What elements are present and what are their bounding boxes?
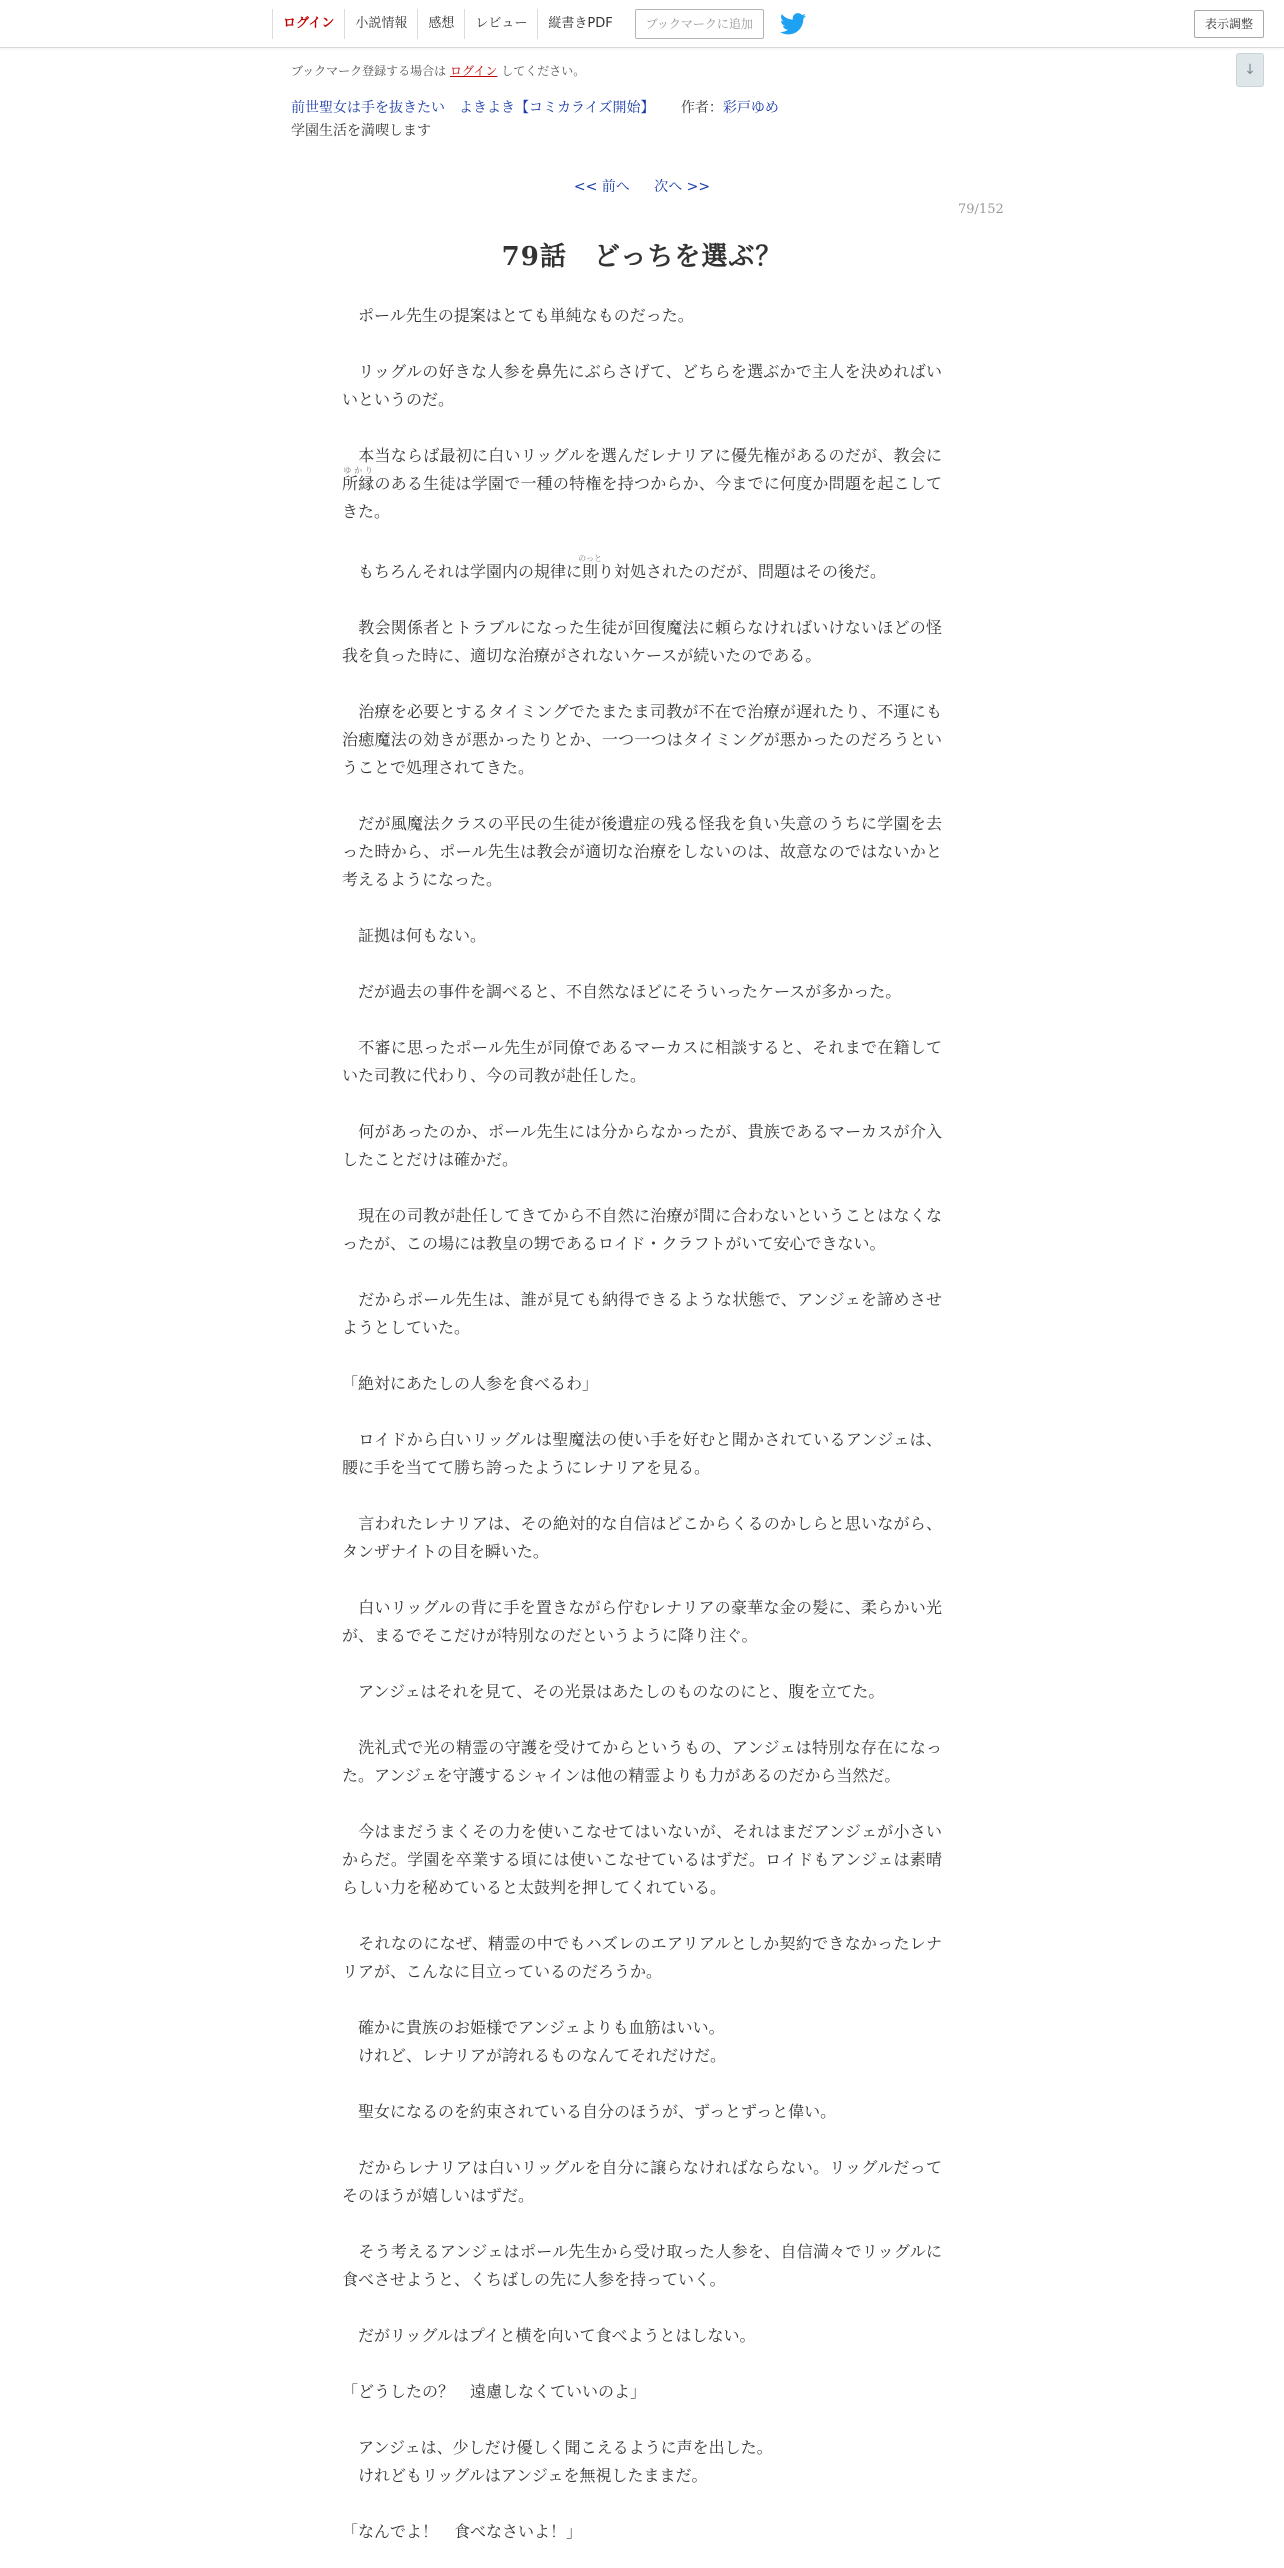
display-settings-button[interactable]: 表示調整 xyxy=(1194,10,1264,38)
add-bookmark-button[interactable]: ブックマークに追加 xyxy=(635,9,764,39)
body-paragraph: 不審に思ったポール先生が同僚であるマーカスに相談すると、それまで在籍していた司教に代わり、今の司教が赴任した。 xyxy=(342,1038,942,1085)
chapter-title: 79話 どっちを選ぶ？ xyxy=(501,242,783,272)
author-label: 作者： xyxy=(680,100,723,116)
author-link[interactable]: 彩戸ゆめ xyxy=(722,100,779,116)
body-paragraph: 今はまだうまくその力を使いこなせてはいないが、それはまだアンジェが小さいからだ。学園を卒業する頃には使いこなせているはずだ。ロイドもアンジェは素晴らしい力を秘めていると太鼓判を押してくれている。 xyxy=(342,1822,942,1897)
body-paragraph: ポール先生の提案はとても単純なものだった。 xyxy=(358,306,694,325)
twitter-bird-icon[interactable] xyxy=(780,13,806,35)
chapter-count: 79/152 xyxy=(958,202,1004,217)
body-paragraph: 白いリッグルの背に手を置きながら佇むレナリアの豪華な金の髪に、柔らかい光が、まるでそこだけが特別なのだというように降り注ぐ。 xyxy=(342,1598,942,1645)
chapter-group-title: 学園生活を満喫します xyxy=(291,123,431,139)
body-dialogue: 「どうしたの？ 遠慮しなくていいのよ」 xyxy=(342,2382,647,2401)
nav-vertical-pdf[interactable]: 縦書きPDF xyxy=(537,9,622,39)
body-paragraph: だからレナリアは白いリッグルを自分に譲らなければならない。リッグルだってそのほうが嬉しいはずだ。 xyxy=(342,2158,942,2205)
scroll-down-button[interactable]: ↓ xyxy=(1236,53,1264,87)
nav-novel-info[interactable]: 小説情報 xyxy=(344,9,417,39)
body-paragraph: だが過去の事件を調べると、不自然なほどにそういったケースが多かった。 xyxy=(358,982,902,1001)
body-paragraph: ロイドから白いリッグルは聖魔法の使い手を好むと聞かされているアンジェは、腰に手を当てて勝ち誇ったようにレナリアを見る。 xyxy=(342,1430,942,1477)
body-paragraph: だからポール先生は、誰が見ても納得できるような状態で、アンジェを諦めさせようとしていた。 xyxy=(342,1290,942,1337)
body-paragraph xyxy=(342,2434,942,2490)
body-paragraph: 本当ならば最初に白いリッグルを選んだレナリアに優先権があるのだが、教会に所縁ゆかりのある生徒は学園で一種の特権を持つからか、今までに何度か問題を起こしてきた。 xyxy=(342,446,942,521)
body-paragraph: 聖女になるのを約束されている自分のほうが、ずっとずっと偉い。 xyxy=(358,2102,837,2121)
body-paragraph: もちろんそれは学園内の規律に則のっとり対処されたのだが、問題はその後だ。 xyxy=(358,554,887,581)
body-paragraph: 言われたレナリアは、その絶対的な自信はどこからくるのかしらと思いながら、タンザナイトの目を瞬いた。 xyxy=(342,1514,942,1561)
body-paragraph: アンジェはそれを見て、その光景はあたしのものなのにと、腹を立てた。 xyxy=(358,1682,885,1701)
body-line: けれど、レナリアが誇れるものなんてそれだけだ。 xyxy=(342,2046,727,2065)
nav-impressions[interactable]: 感想 xyxy=(417,9,464,39)
chapter-pager xyxy=(0,176,1284,196)
notice-login-link[interactable]: ログイン xyxy=(450,64,498,78)
body-line: アンジェは、少しだけ優しく聞こえるように声を出した。 xyxy=(342,2438,773,2457)
top-navigation-bar xyxy=(0,0,1284,48)
body-paragraph: 洗礼式で光の精霊の守護を受けてからというもの、アンジェは特別な存在になった。アンジェを守護するシャインは他の精霊よりも力があるのだから当然だ。 xyxy=(342,1738,942,1785)
body-paragraph: それなのになぜ、精霊の中でもハズレのエアリアルとしか契約できなかったレナリアが、こんなに目立っているのだろうか。 xyxy=(342,1934,942,1981)
body-paragraph xyxy=(342,2014,942,2070)
body-dialogue: 「絶対にあたしの人参を食べるわ」 xyxy=(342,1374,599,1393)
novel-title-link[interactable]: 前世聖女は手を抜きたい よきよき【コミカライズ開始】 xyxy=(291,100,655,116)
body-line: 確かに貴族のお姫様でアンジェよりも血筋はいい。 xyxy=(342,2018,725,2037)
novel-info-line xyxy=(291,97,779,117)
body-paragraph: 証拠は何もない。 xyxy=(358,926,487,945)
next-chapter-link[interactable]: 次へ >> xyxy=(654,179,711,195)
body-paragraph: そう考えるアンジェはポール先生から受け取った人参を、自信満々でリッグルに食べさせようと、くちばしの先に人参を持っていく。 xyxy=(342,2242,942,2289)
nav-login[interactable]: ログイン xyxy=(272,9,344,39)
body-paragraph: 現在の司教が赴任してきてから不自然に治療が間に合わないということはなくなったが、この場には教皇の甥であるロイド・クラフトがいて安心できない。 xyxy=(342,1206,942,1253)
body-paragraph: だがリッグルはプイと横を向いて食べようとはしない。 xyxy=(358,2326,756,2345)
nav-review[interactable]: レビュー xyxy=(464,9,537,39)
prev-chapter-link[interactable]: << 前へ xyxy=(573,179,630,195)
notice-text-after: してください。 xyxy=(501,64,586,78)
body-paragraph: だが風魔法クラスの平民の生徒が後遺症の残る怪我を負い失意のうちに学園を去った時から、ポール先生は教会が適切な治療をしないのは、故意なのではないかと考えるようになった。 xyxy=(342,814,942,889)
bookmark-login-notice xyxy=(291,62,585,79)
body-paragraph: 治療を必要とするタイミングでたまたま司教が不在で治療が遅れたり、不運にも治癒魔法の効きが悪かったりとか、一つ一つはタイミングが悪かったのだろうということで処理されてきた。 xyxy=(342,702,942,777)
body-dialogue: 「なんでよ！ 食べなさいよ！」 xyxy=(342,2522,583,2541)
body-paragraph: リッグルの好きな人参を鼻先にぶらさげて、どちらを選ぶかで主人を決めればいいというのだ。 xyxy=(342,362,942,409)
chapter-body xyxy=(342,302,942,2568)
body-line: けれどもリッグルはアンジェを無視したままだ。 xyxy=(342,2466,708,2485)
nav-menu xyxy=(272,8,806,40)
notice-text-before: ブックマーク登録する場合は xyxy=(291,64,447,78)
body-paragraph: 教会関係者とトラブルになった生徒が回復魔法に頼らなければいけないほどの怪我を負った時に、適切な治療がされないケースが続いたのである。 xyxy=(342,618,942,665)
body-paragraph: 何があったのか、ポール先生には分からなかったが、貴族であるマーカスが介入したことだけは確かだ。 xyxy=(342,1122,942,1169)
